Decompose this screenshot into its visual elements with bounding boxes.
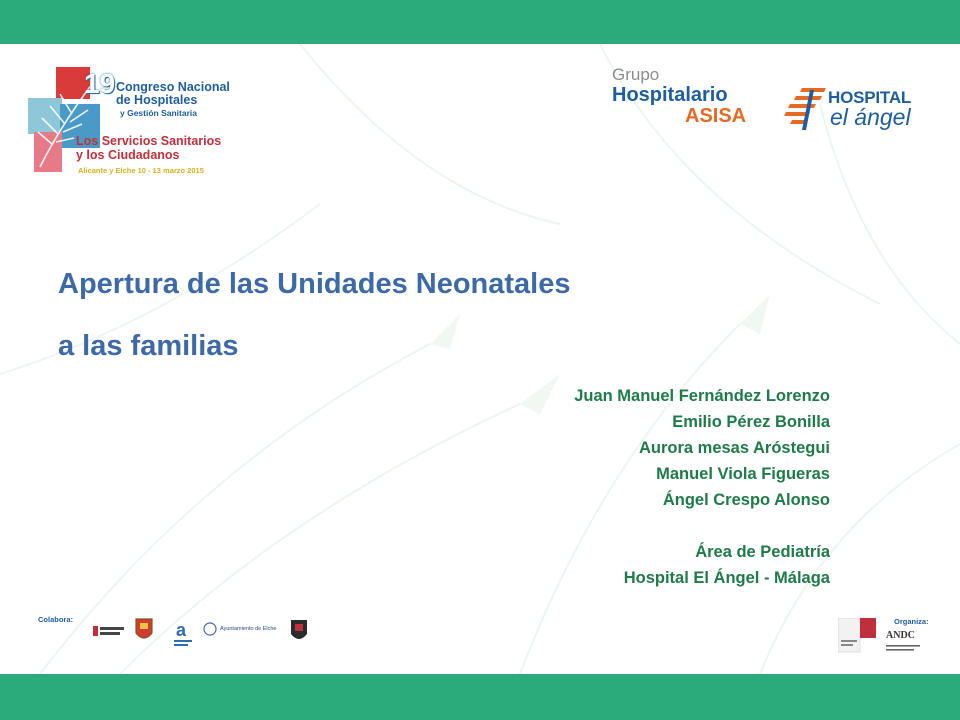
asisa-name: ASISA xyxy=(685,105,747,127)
alicante-shield-logo xyxy=(134,617,154,645)
top-green-bar xyxy=(0,0,960,44)
asisa-hospitalario: Hospitalario xyxy=(612,84,728,106)
letter-a-icon xyxy=(170,618,196,648)
collabora-label: Colabora: xyxy=(38,615,74,624)
sedisa-logo xyxy=(838,618,878,654)
author-2: Emilio Pérez Bonilla xyxy=(672,413,830,431)
congress-line1: Congreso Nacional xyxy=(116,80,230,94)
ayuntamiento-elche-logo xyxy=(203,622,283,638)
generalitat-icon xyxy=(92,622,126,646)
slide-title-line1: Apertura de las Unidades Neonatales xyxy=(58,268,571,300)
angel-el-angel-text: el ángel xyxy=(830,104,911,130)
author-3: Aurora mesas Aróstegui xyxy=(638,439,830,457)
slide-title-line2: a las familias xyxy=(58,330,239,362)
andc-subtitle-icon xyxy=(886,644,926,654)
crest-icon xyxy=(203,622,217,636)
congress-line3: y Gestión Sanitaria xyxy=(120,108,197,118)
spacer xyxy=(574,513,830,539)
andc-text: ANDC xyxy=(886,630,915,641)
shield-icon xyxy=(289,616,309,646)
author-1: Juan Manuel Fernández Lorenzo xyxy=(574,387,830,405)
andc-logo xyxy=(886,630,936,656)
congress-line5: y los Ciudadanos xyxy=(76,148,180,162)
sedisa-icon xyxy=(838,618,878,654)
congress-number: 19 xyxy=(84,68,116,99)
angel-wings-icon xyxy=(782,82,832,134)
angel-hospital-text: HOSPITAL xyxy=(828,88,912,107)
congress-line4: Los Servicios Sanitarios xyxy=(76,134,222,148)
ayuntamiento-elche-text: Ayuntamiento de Elche xyxy=(220,626,277,632)
generalitat-logo xyxy=(92,622,126,646)
congress-logo xyxy=(26,62,236,182)
shield-icon xyxy=(134,617,154,645)
diputacion-alicante-logo xyxy=(170,618,196,648)
elche-shield-logo xyxy=(289,616,309,646)
hospital-el-angel-logo xyxy=(782,82,932,136)
author-4: Manuel Viola Figueras xyxy=(656,465,830,483)
grupo-hospitalario-asisa-logo xyxy=(612,66,752,130)
svg-text:a: a xyxy=(176,620,187,640)
bottom-green-bar xyxy=(0,674,960,720)
affiliation-department: Área de Pediatría xyxy=(695,543,830,561)
congress-line2: de Hospitales xyxy=(116,93,198,107)
organiza-label: Organiza: xyxy=(894,617,929,626)
author-5: Ángel Crespo Alonso xyxy=(662,491,830,509)
congress-dates: Alicante y Elche 10 - 13 marzo 2015 xyxy=(78,166,204,175)
asisa-grupo: Grupo xyxy=(612,65,660,84)
affiliation-hospital: Hospital El Ángel - Málaga xyxy=(623,569,830,587)
authors-block xyxy=(574,383,830,591)
